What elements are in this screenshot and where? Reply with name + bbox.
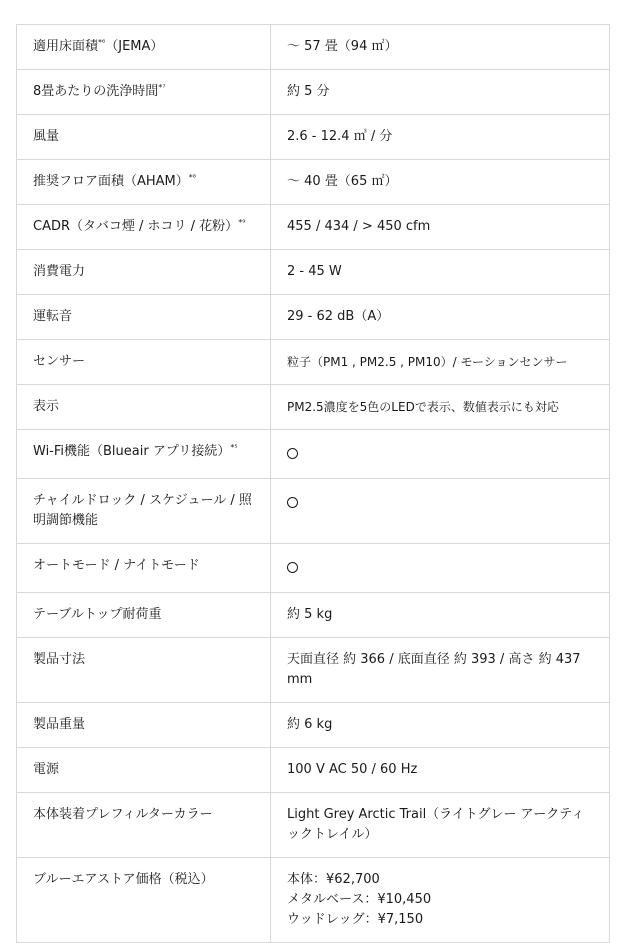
spec-value: 2 - 45 W [287, 264, 342, 279]
spec-label-cell [17, 593, 271, 638]
spec-value-cell [271, 25, 610, 70]
footnote-mark: *⁸ [188, 173, 196, 182]
spec-value-cell [271, 115, 610, 160]
footnote-mark: *⁵ [230, 443, 238, 452]
spec-value: 粒子（PM1 , PM2.5 , PM10）/ モーションセンサー [287, 355, 568, 369]
spec-label-cell [17, 160, 271, 205]
spec-row [17, 385, 610, 430]
spec-value: 約 6 kg [287, 717, 333, 732]
spec-label-cell [17, 205, 271, 250]
spec-label: 推奨フロア面積（AHAM） [33, 174, 189, 189]
spec-value-cell [271, 70, 610, 115]
spec-value: Light Grey Arctic Trail（ライトグレー アークティックトレイル） [287, 807, 585, 842]
spec-label: テーブルトップ耐荷重 [33, 607, 162, 622]
spec-label: 消費電力 [33, 264, 86, 279]
spec-label-suffix: （JEMA） [105, 39, 164, 54]
spec-label: Wi-Fi機能（Blueair アプリ接続） [33, 444, 231, 459]
spec-label: 風量 [33, 129, 60, 144]
spec-label: ブルーエアストア価格（税込） [33, 872, 214, 887]
spec-label-cell [17, 544, 271, 593]
price-wood-legs: ウッドレッグ：¥7,150 [287, 912, 424, 927]
spec-label: チャイルドロック / スケジュール / 照明調節機能 [33, 493, 252, 528]
spec-label-cell [17, 748, 271, 793]
spec-row [17, 115, 610, 160]
spec-value-cell [271, 479, 610, 544]
spec-value: PM2.5濃度を5色のLEDで表示、数値表示にも対応 [287, 400, 559, 414]
spec-value: 約 5 分 [287, 84, 330, 99]
spec-table-body [17, 25, 610, 943]
spec-label-cell [17, 703, 271, 748]
spec-label-cell [17, 295, 271, 340]
spec-value-cell [271, 340, 610, 385]
spec-label: 製品重量 [33, 717, 86, 732]
spec-value-cell [271, 703, 610, 748]
spec-value: 約 5 kg [287, 607, 333, 622]
spec-table [16, 24, 610, 943]
spec-label: 適用床面積 [33, 39, 99, 54]
footnote-mark: *⁹ [238, 218, 246, 227]
spec-value-cell [271, 858, 610, 943]
spec-label-cell [17, 385, 271, 430]
spec-label: 表示 [33, 399, 60, 414]
spec-label-cell [17, 25, 271, 70]
spec-value-cell [271, 748, 610, 793]
available-mark-icon [287, 448, 298, 459]
spec-value: ～ 57 畳（94 ㎡） [287, 39, 398, 54]
spec-value: 455 / 434 / > 450 cfm [287, 219, 431, 234]
spec-value-cell [271, 295, 610, 340]
spec-row [17, 340, 610, 385]
spec-label: センサー [33, 354, 86, 369]
spec-label: 8畳あたりの洗浄時間 [33, 84, 159, 99]
spec-row [17, 638, 610, 703]
spec-value-cell [271, 430, 610, 479]
spec-value: 天面直径 約 366 / 底面直径 約 393 / 高さ 約 437 mm [287, 652, 581, 687]
spec-label: 本体装着プレフィルターカラー [33, 807, 213, 822]
spec-label: オートモード / ナイトモード [33, 558, 200, 573]
spec-row [17, 70, 610, 115]
spec-row [17, 748, 610, 793]
spec-value: ～ 40 畳（65 ㎡） [287, 174, 398, 189]
spec-value-cell [271, 593, 610, 638]
spec-label-cell [17, 479, 271, 544]
available-mark-icon [287, 497, 298, 508]
spec-row [17, 858, 610, 943]
spec-value-cell [271, 544, 610, 593]
spec-row [17, 703, 610, 748]
spec-row [17, 205, 610, 250]
spec-row [17, 479, 610, 544]
spec-row [17, 793, 610, 858]
spec-value-cell [271, 385, 610, 430]
spec-value: 2.6 - 12.4 ㎥ / 分 [287, 129, 393, 144]
spec-label: 製品寸法 [33, 652, 86, 667]
spec-row [17, 430, 610, 479]
spec-value-cell [271, 250, 610, 295]
spec-label-cell [17, 250, 271, 295]
spec-label: 運転音 [33, 309, 73, 324]
spec-label-cell [17, 793, 271, 858]
spec-value-cell [271, 160, 610, 205]
spec-value-cell [271, 793, 610, 858]
spec-label-cell [17, 858, 271, 943]
available-mark-icon [287, 562, 298, 573]
price-body: 本体：¥62,700 [287, 872, 380, 887]
spec-label-cell [17, 340, 271, 385]
spec-value: 100 V AC 50 / 60 Hz [287, 762, 418, 777]
spec-row [17, 593, 610, 638]
spec-label: CADR（タバコ煙 / ホコリ / 花粉） [33, 219, 239, 234]
spec-label: 電源 [33, 762, 60, 777]
spec-label-cell [17, 115, 271, 160]
footnote-mark: *⁷ [158, 83, 166, 92]
spec-label-cell [17, 70, 271, 115]
spec-label-cell [17, 430, 271, 479]
spec-label-cell [17, 638, 271, 703]
spec-value: 29 - 62 dB（A） [287, 309, 390, 324]
spec-row [17, 25, 610, 70]
spec-row [17, 544, 610, 593]
price-metal-base: メタルベース：¥10,450 [287, 892, 432, 907]
spec-row [17, 250, 610, 295]
spec-row [17, 295, 610, 340]
spec-value-cell [271, 638, 610, 703]
spec-row [17, 160, 610, 205]
spec-value-cell [271, 205, 610, 250]
footnote-mark: *⁶ [98, 38, 106, 47]
